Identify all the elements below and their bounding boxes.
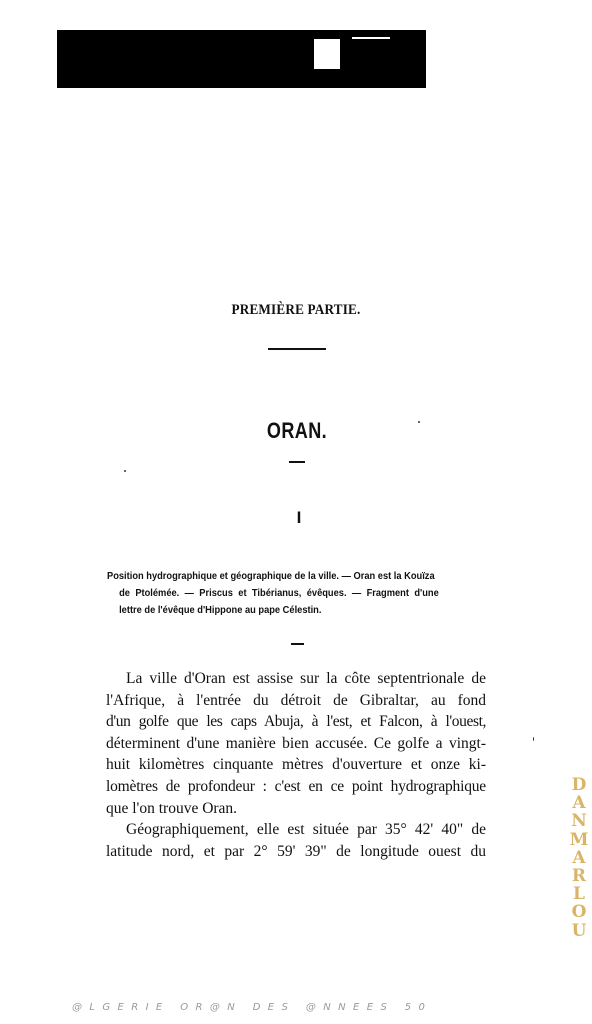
chapter-summary bbox=[107, 568, 479, 619]
paper-speck bbox=[533, 737, 534, 741]
redaction-tick bbox=[352, 37, 390, 39]
body-line: huit kilomètres cinquante mètres d'ouverture et onze ki- bbox=[106, 756, 486, 774]
side-watermark-letter: N bbox=[571, 811, 587, 832]
city-divider bbox=[289, 461, 305, 463]
part-divider bbox=[268, 348, 326, 350]
body-line: d'un golfe que les caps Abuja, à l'est, et Falcon, à l'ouest, bbox=[106, 713, 486, 731]
summary-line: de Ptolémée. — Priscus et Tibérianus, évêques. — Fragment d'une bbox=[119, 588, 439, 599]
redaction-notch bbox=[314, 39, 340, 69]
summary-line: Position hydrographique et géographique de la ville. — Oran est la Kouïza bbox=[107, 571, 435, 582]
body-line: Géographiquement, elle est située par 35° 42' 40" de bbox=[126, 821, 486, 839]
body-line: déterminent d'une manière bien accusée. Ce golfe a vingt- bbox=[106, 734, 486, 752]
part-title: PREMIÈRE PARTIE. bbox=[231, 302, 361, 318]
chapter-number: I bbox=[296, 508, 302, 527]
body-line: lomètres de profondeur : c'est en ce point hydrographique bbox=[106, 777, 486, 795]
paper-speck bbox=[418, 421, 420, 423]
side-watermark-letter: A bbox=[572, 847, 586, 868]
summary-line: lettre de l'évêque d'Hippone au pape Célestin. bbox=[119, 605, 322, 616]
side-watermark-letter: A bbox=[572, 793, 586, 814]
summary-divider bbox=[291, 643, 304, 645]
body-paragraphs bbox=[106, 668, 486, 862]
footer-watermark: @LGERIE OR@N DES @NNEES 50 bbox=[72, 1002, 433, 1013]
side-watermark-letter: U bbox=[571, 920, 587, 941]
side-watermark-letter: R bbox=[571, 866, 587, 887]
city-title: ORAN. bbox=[266, 418, 328, 443]
body-line: que l'on trouve Oran. bbox=[106, 799, 238, 817]
body-line: latitude nord, et par 2° 59' 39" de longitude ouest du bbox=[106, 842, 486, 860]
side-watermark-letter: D bbox=[571, 775, 587, 795]
body-line: l'Afrique, à l'entrée du détroit de Gibraltar, au fond bbox=[106, 691, 486, 709]
side-watermark-letter: O bbox=[571, 902, 587, 923]
side-watermark-letter: M bbox=[569, 829, 589, 850]
side-watermark-letter: L bbox=[573, 884, 585, 905]
body-line: La ville d'Oran est assise sur la côte septentrionale de bbox=[126, 670, 486, 687]
side-watermark bbox=[568, 776, 590, 940]
paper-speck bbox=[124, 470, 126, 472]
